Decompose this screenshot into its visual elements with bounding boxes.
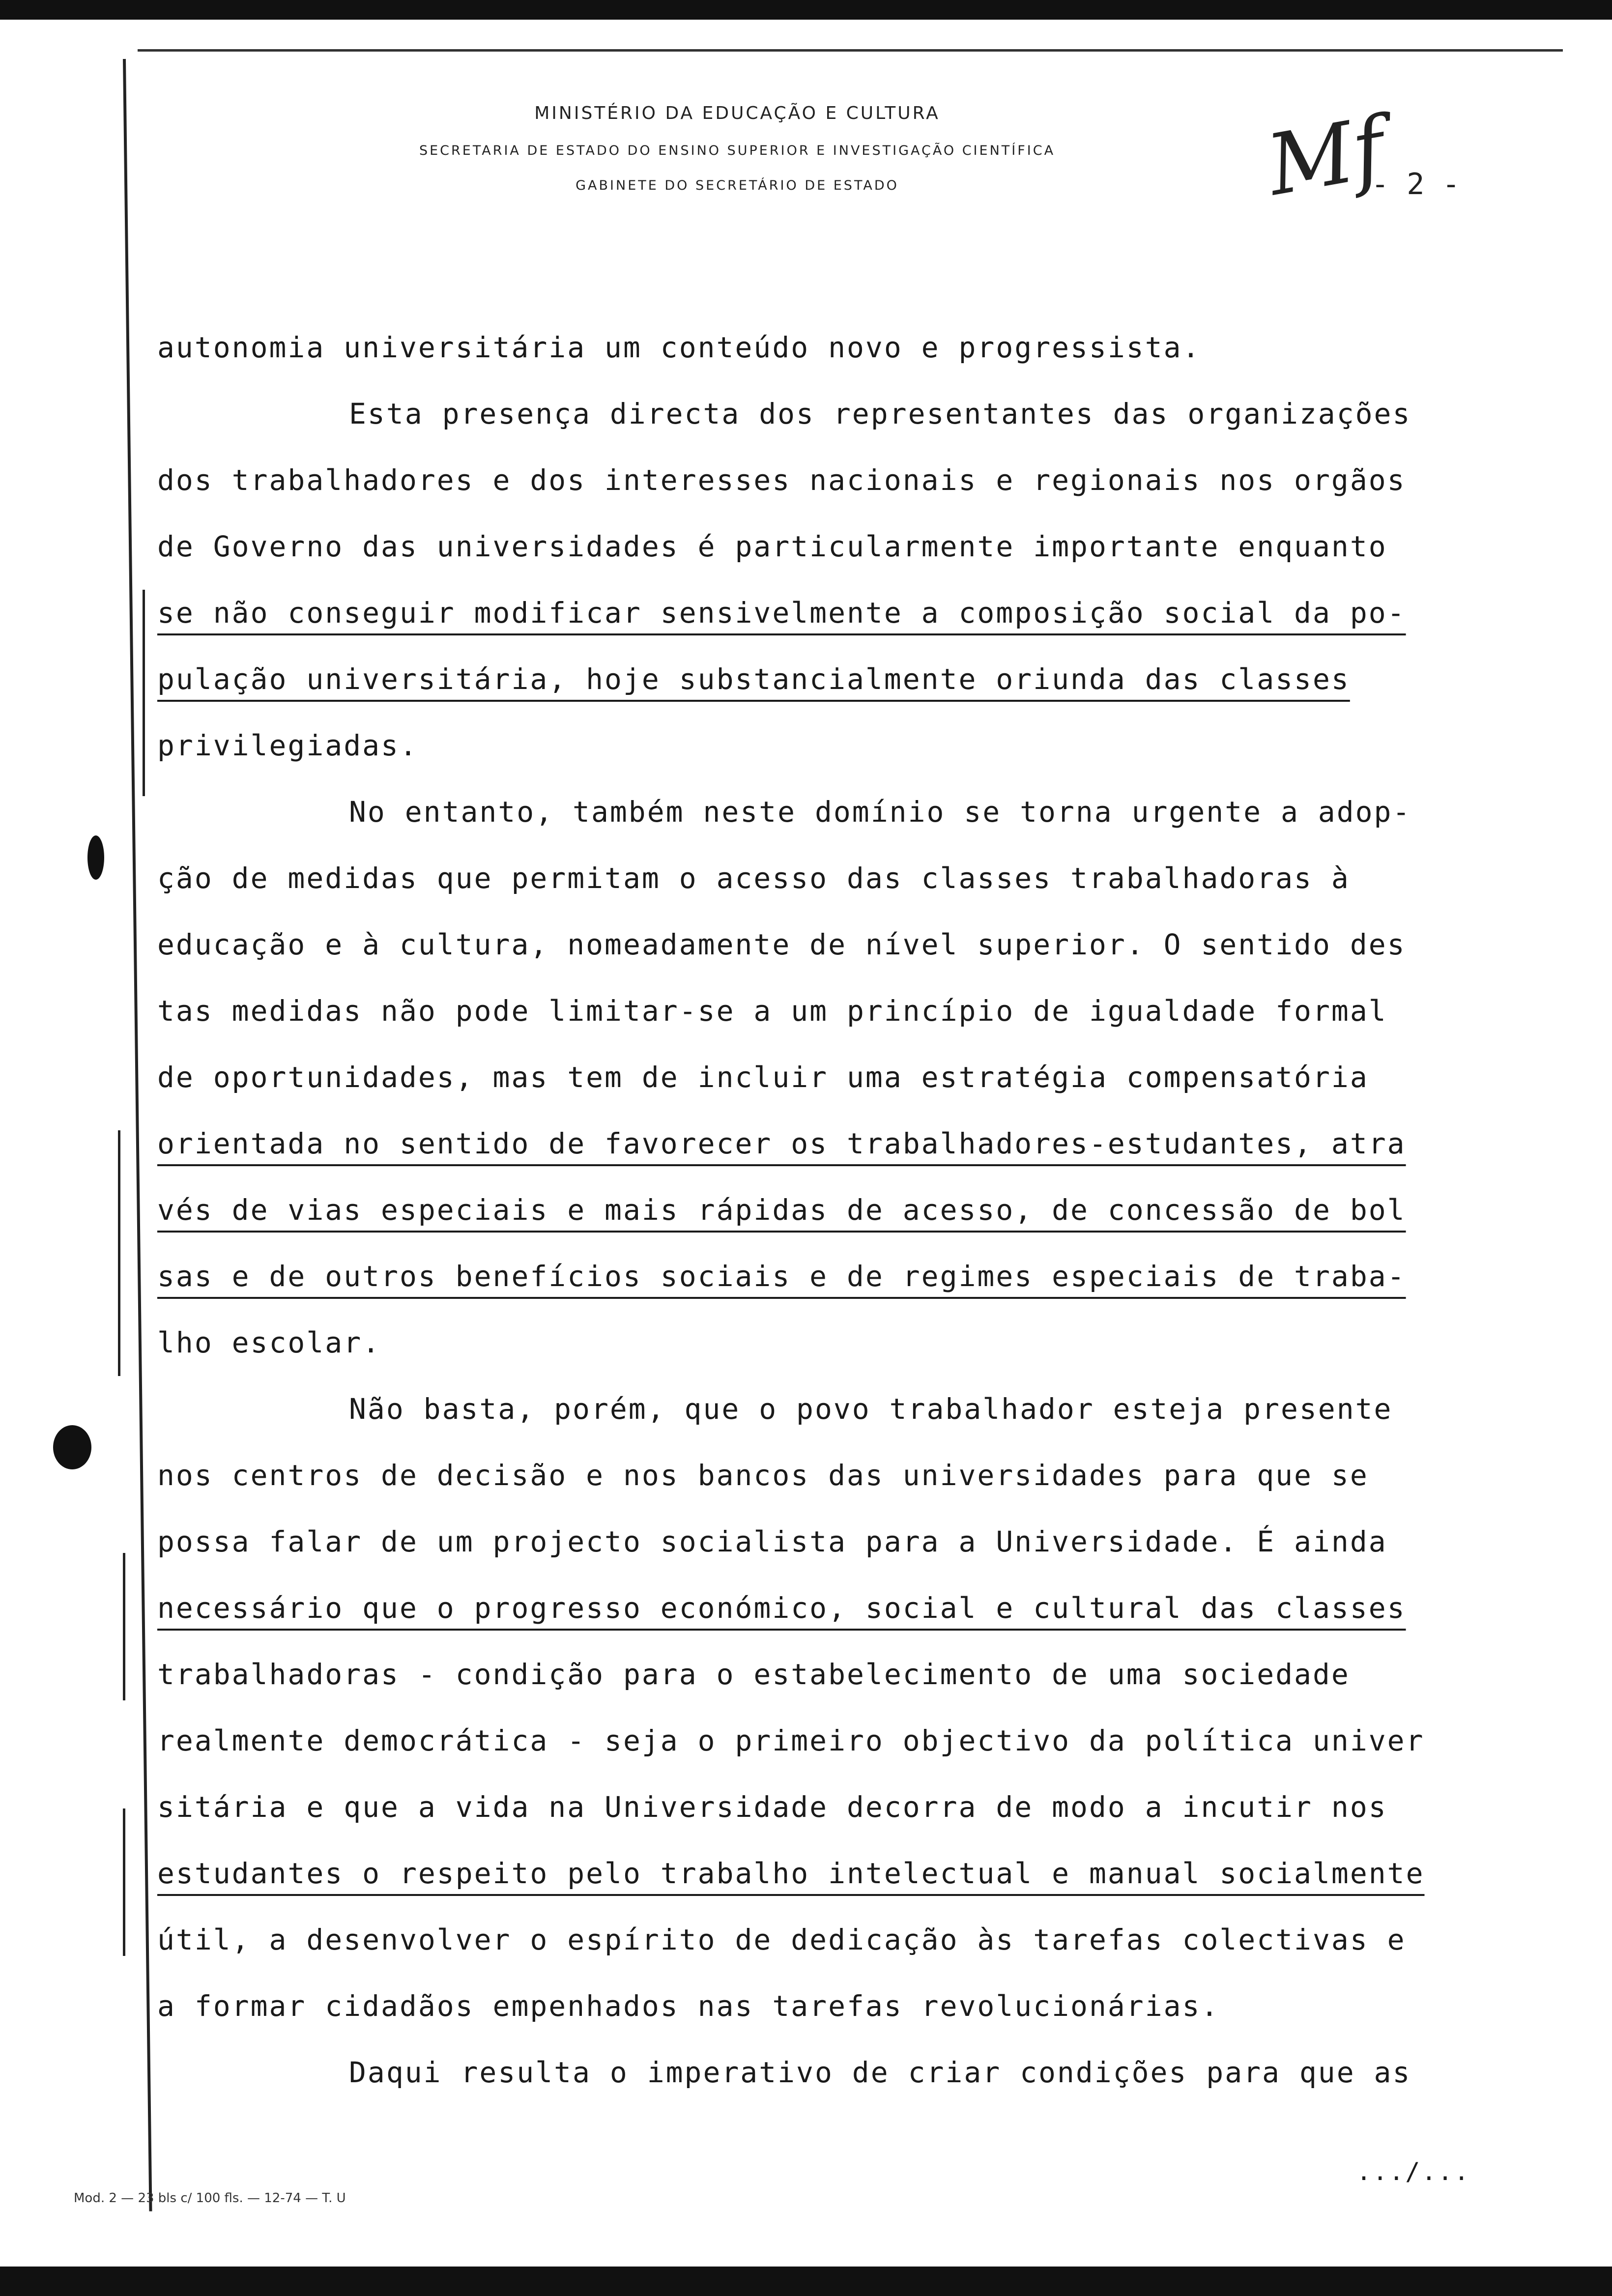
margin-mark [123,1553,134,1700]
text-line: possa falar de um projecto socialista para a Universidade. É ainda [157,1525,1387,1558]
letterhead [295,103,1180,193]
text-line: autonomia universitária um conteúdo novo e progressista. [157,331,1201,364]
text-line: vés de vias especiais e mais rápidas de acesso, de concessão de bol [157,1193,1406,1227]
text-line: Daqui resulta o imperativo de criar condições para que as [349,2056,1411,2089]
text-line: estudantes o respeito pelo trabalho intelectual e manual socialmente [157,1857,1425,1890]
margin-mark [118,1130,129,1376]
continuation-mark: .../... [1356,2157,1470,2186]
text-line: realmente democrática - seja o primeiro objectivo da política univer [157,1724,1425,1757]
scan-bottom-edge [0,2267,1612,2296]
text-line: orientada no sentido de favorecer os trabalhadores-estudantes, atra [157,1127,1406,1160]
text-line: privilegiadas. [157,729,418,762]
text-line: dos trabalhadores e dos interesses nacionais e regionais nos orgãos [157,463,1406,497]
ministry-name: MINISTÉRIO DA EDUCAÇÃO E CULTURA [534,103,940,123]
text-line: Não basta, porém, que o povo trabalhador esteja presente [349,1392,1393,1426]
text-line: trabalhadoras - condição para o estabelecimento de uma sociedade [157,1658,1350,1691]
text-line: nos centros de decisão e nos bancos das universidades para que se [157,1459,1369,1492]
margin-mark [143,590,154,796]
form-reference: Mod. 2 — 23 bls c/ 100 fls. — 12-74 — T. U [74,2191,346,2206]
text-line: Esta presença directa dos representantes das organizações [349,397,1411,430]
text-line: sitária e que a vida na Universidade decorra de modo a incutir nos [157,1790,1387,1824]
punch-hole-mark [53,1425,91,1469]
text-line: útil, a desenvolver o espírito de dedicação às tarefas colectivas e [157,1923,1406,1956]
text-line: necessário que o progresso económico, social e cultural das classes [157,1591,1406,1625]
text-line: educação e à cultura, nomeadamente de nível superior. O sentido des [157,928,1406,961]
text-line: a formar cidadãos empenhados nas tarefas revolucionárias. [157,1989,1220,2023]
punch-hole-mark [87,835,104,880]
text-line: se não conseguir modificar sensivelmente a composição social da po- [157,596,1406,630]
text-line: de Governo das universidades é particularmente importante enquanto [157,530,1387,563]
text-line: sas e de outros benefícios sociais e de regimes especiais de traba- [157,1260,1406,1293]
text-line: ção de medidas que permitam o acesso das classes trabalhadoras à [157,861,1350,895]
header-rule [138,49,1563,52]
text-line: pulação universitária, hoje substancialmente oriunda das classes [157,662,1350,696]
document-body [157,315,1465,2106]
scan-top-edge [0,0,1612,20]
handwritten-initials: Mf [1260,98,1392,215]
office-name: GABINETE DO SECRETÁRIO DE ESTADO [576,178,899,193]
margin-mark [123,1808,134,1956]
page-number: - 2 - [1371,167,1460,201]
text-line: lho escolar. [157,1326,381,1359]
text-line: tas medidas não pode limitar-se a um princípio de igualdade formal [157,994,1387,1028]
secretariat-name: SECRETARIA DE ESTADO DO ENSINO SUPERIOR E INVESTIGAÇÃO CIENTÍFICA [419,143,1056,158]
text-line: de oportunidades, mas tem de incluir uma estratégia compensatória [157,1061,1369,1094]
text-line: No entanto, também neste domínio se torna urgente a adop- [349,795,1411,829]
